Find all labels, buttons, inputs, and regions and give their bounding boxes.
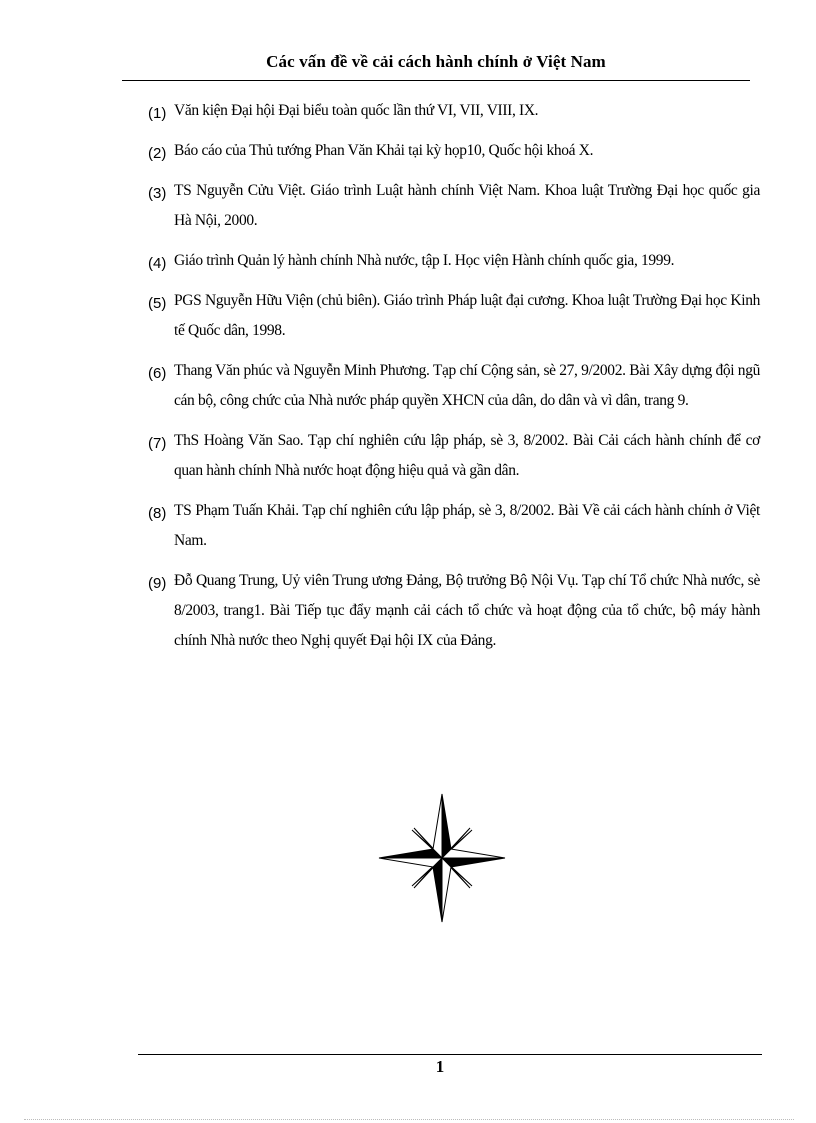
reference-number: (1) xyxy=(148,105,167,122)
reference-text: TS Nguyễn Cửu Việt. Giáo trình Luật hành chính Việt Nam. Khoa luật Trường Đại học quốc gia Hà Nội, 2000. xyxy=(174,182,760,229)
header-divider xyxy=(122,80,750,81)
reference-item xyxy=(148,566,760,656)
reference-number: (6) xyxy=(148,365,167,382)
page-header-title: Các vấn đề về cải cách hành chính ở Việt Nam xyxy=(266,52,606,71)
reference-text: Giáo trình Quản lý hành chính Nhà nước, tập I. Học viện Hành chính quốc gia, 1999. xyxy=(174,252,675,269)
reference-number: (4) xyxy=(148,255,167,272)
reference-item xyxy=(148,176,760,236)
reference-number: (3) xyxy=(148,185,167,202)
reference-text: ThS Hoàng Văn Sao. Tạp chí nghiên cứu lập pháp, sè 3, 8/2002. Bài Cải cách hành chính để cơ quan hành chính Nhà nước hoạt động hiệu quả và gần dân. xyxy=(174,432,760,479)
page-bottom-border xyxy=(24,1119,794,1120)
compass-rose-icon xyxy=(378,793,506,923)
reference-item xyxy=(148,356,760,416)
reference-text: PGS Nguyễn Hữu Viện (chủ biên). Giáo trình Pháp luật đại cương. Khoa luật Trường Đại học Kinh tế Quốc dân, 1998. xyxy=(174,292,760,339)
reference-number: (2) xyxy=(148,145,167,162)
reference-text: Văn kiện Đại hội Đại biểu toàn quốc lần thứ VI, VII, VIII, IX. xyxy=(174,102,539,119)
reference-number: (8) xyxy=(148,505,167,522)
reference-number: (9) xyxy=(148,575,167,592)
reference-text: TS Phạm Tuấn Khải. Tạp chí nghiên cứu lập pháp, sè 3, 8/2002. Bài Về cải cách hành chính ở Việt Nam. xyxy=(174,502,760,549)
reference-text: Báo cáo của Thủ tướng Phan Văn Khải tại kỳ họp10, Quốc hội khoá X. xyxy=(174,142,594,159)
reference-item xyxy=(148,286,760,346)
reference-list xyxy=(148,96,760,666)
reference-item xyxy=(148,426,760,486)
reference-item xyxy=(148,496,760,556)
footer-divider xyxy=(138,1054,762,1055)
reference-number: (7) xyxy=(148,435,167,452)
page-number: 1 xyxy=(435,1057,445,1076)
reference-text: Thang Văn phúc và Nguyễn Minh Phương. Tạp chí Cộng sản, sè 27, 9/2002. Bài Xây dựng đội ngũ cán bộ, công chức của Nhà nước pháp quyền XHCN của dân, do dân và vì dân, trang 9. xyxy=(174,362,760,409)
reference-number: (5) xyxy=(148,295,167,312)
reference-item xyxy=(148,96,760,126)
reference-item xyxy=(148,246,760,276)
reference-item xyxy=(148,136,760,166)
reference-text: Đỗ Quang Trung, Uỷ viên Trung ương Đảng, Bộ trưởng Bộ Nội Vụ. Tạp chí Tổ chức Nhà nước, sè 8/2003, trang1. Bài Tiếp tục đẩy mạnh cải cách tổ chức và hoạt động của tổ chức, bộ máy hành chính Nhà nước theo Nghị quyết Đại hội IX của Đảng. xyxy=(174,572,760,649)
